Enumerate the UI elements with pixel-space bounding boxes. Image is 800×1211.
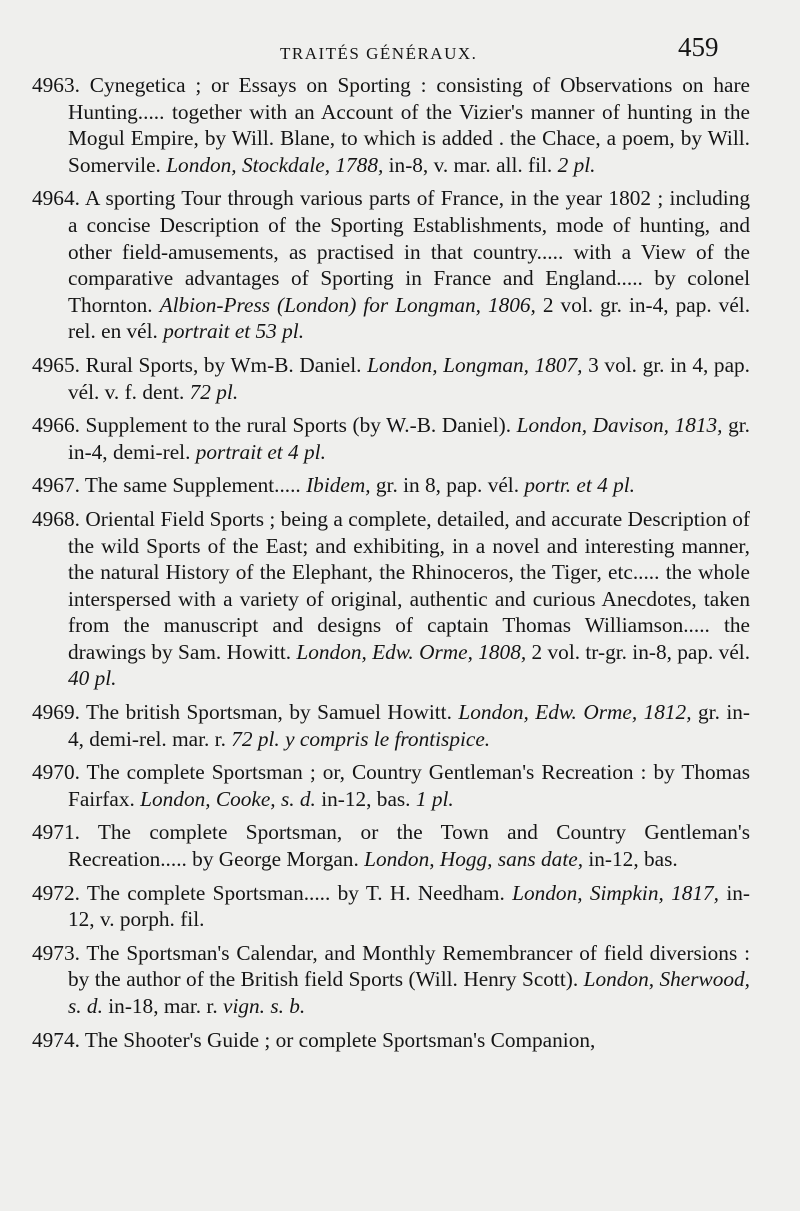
entry-imprint: London, Edw. Orme, 1808,	[296, 639, 527, 664]
catalog-entry	[32, 472, 750, 499]
entry-imprint: London, Sherwood, s. d.	[68, 967, 751, 1018]
catalog-entry	[32, 352, 750, 405]
entry-number: 4963.	[32, 73, 80, 97]
entry-number: 4964.	[32, 186, 80, 211]
entry-number: 4974.	[32, 1027, 80, 1052]
catalog-entry	[32, 940, 750, 1020]
catalog-entry	[32, 759, 750, 812]
entry-imprint: London, Davison, 1813,	[516, 413, 723, 438]
entry-extra: 72 pl. y compris le frontispice.	[231, 726, 491, 751]
entry-text: The Shooter's Guide ; or complete Sportsman's Companion,	[84, 1027, 596, 1052]
catalog-entry	[32, 185, 750, 345]
entry-details: gr. in-4, demi-rel.	[68, 413, 750, 464]
catalog-entry	[32, 699, 750, 752]
entry-details: gr. in-4, demi-rel. mar. r.	[68, 700, 751, 751]
entry-text: Cynegetica ; or Essays on Sporting : consisting of Observations on hare Hunting..... together with an Account of the Vizier's manner of hunting in the Mogul Empire, by Will. Blane, to which is added . the Chace, a poem, by Will. Somervile.	[68, 73, 750, 177]
catalog-entry	[32, 819, 750, 872]
entry-text: The complete Sportsman, or the Town and Country Gentleman's Recreation..... by George Morgan.	[68, 820, 750, 872]
entry-extra: 2 pl.	[557, 152, 596, 177]
entry-text: Rural Sports, by Wm-B. Daniel.	[85, 352, 362, 377]
entry-imprint: London, Stockdale, 1788,	[166, 152, 384, 177]
entry-number: 4972.	[32, 880, 80, 905]
entry-number: 4973.	[32, 940, 80, 965]
entry-text: Oriental Field Sports ; being a complete, detailed, and accurate Description of the wild Sports of the East; and exhibiting, in a novel and interesting manner, the natural History of the Elephant, the Rhinoceros, the Tiger, etc..... the whole interspersed with a variety of original, authentic and curious Anecdotes, taken from the manuscript and designs of captain Thomas Williamson..... the drawings by Sam. Howitt.	[68, 506, 751, 664]
entry-imprint: London, Simpkin, 1817,	[512, 880, 720, 905]
entry-details: gr. in 8, pap. vél.	[375, 473, 520, 498]
catalog-entry	[32, 880, 750, 933]
entry-imprint: London, Edw. Orme, 1812,	[458, 700, 692, 725]
entry-details: 2 vol. tr-gr. in-8, pap. vél.	[531, 639, 751, 664]
entry-imprint: Ibidem,	[306, 473, 371, 498]
entry-details: in-18, mar. r.	[108, 994, 218, 1018]
entry-details: 2 vol. gr. in-4, pap. vél. rel. en vél.	[68, 292, 751, 344]
catalog-entry	[32, 72, 750, 178]
entry-details: in-8, v. mar. all. fil.	[388, 152, 553, 177]
entry-imprint: London, Hogg, sans date,	[364, 847, 584, 872]
entry-extra: 72 pl.	[189, 379, 239, 404]
entry-text: The complete Sportsman ; or, Country Gentleman's Recreation : by Thomas Fairfax.	[68, 760, 750, 811]
catalog-entry	[32, 506, 750, 692]
entry-extra: portrait et 53 pl.	[163, 319, 305, 344]
entry-imprint: Albion-Press (London) for Longman, 1806,	[159, 292, 536, 317]
page-number: 459	[678, 32, 719, 62]
catalog-entries	[32, 72, 750, 1060]
catalog-entry	[32, 412, 750, 465]
entry-text: The complete Sportsman..... by T. H. Needham.	[86, 880, 505, 905]
page-header	[0, 30, 800, 70]
running-title: TRAITÉS GÉNÉRAUX.	[280, 44, 478, 63]
entry-number: 4970.	[32, 760, 80, 785]
entry-details: 3 vol. gr. in 4, pap. vél. v. f. dent.	[68, 352, 750, 404]
entry-text: The same Supplement.....	[84, 473, 301, 498]
entry-number: 4969.	[32, 700, 80, 725]
entry-details: in-12, bas.	[321, 786, 411, 811]
entry-extra: portrait et 4 pl.	[195, 439, 326, 464]
entry-imprint: London, Cooke, s. d.	[140, 786, 316, 811]
entry-extra: vign. s. b.	[223, 994, 306, 1018]
entry-extra: 1 pl.	[415, 786, 454, 811]
entry-details: in-12, bas.	[588, 847, 678, 872]
entry-number: 4965.	[32, 352, 80, 377]
entry-number: 4971.	[32, 820, 80, 845]
entry-details: in-12, v. porph. fil.	[68, 880, 750, 932]
entry-extra: portr. et 4 pl.	[524, 473, 635, 498]
entry-text: The british Sportsman, by Samuel Howitt.	[86, 700, 452, 725]
entry-imprint: London, Longman, 1807,	[367, 352, 583, 377]
entry-text: Supplement to the rural Sports (by W.-B. Daniel).	[85, 413, 512, 438]
entry-text: The Sportsman's Calendar, and Monthly Remembrancer of field diversions : by the author of the British field Sports (Will. Henry Scott).	[68, 940, 750, 992]
entry-number: 4966.	[32, 413, 80, 438]
catalog-entry	[32, 1027, 750, 1054]
entry-number: 4967.	[32, 473, 80, 498]
entry-text: A sporting Tour through various parts of France, in the year 1802 ; including a concise Description of the Sporting Establishments, mode of hunting, and other field-amusements, as practised in that country..... with a View of the comparative advantages of Sporting in France and England..... by colonel Thornton.	[68, 186, 750, 317]
entry-number: 4968.	[32, 506, 80, 531]
entry-extra: 40 pl.	[68, 666, 117, 691]
